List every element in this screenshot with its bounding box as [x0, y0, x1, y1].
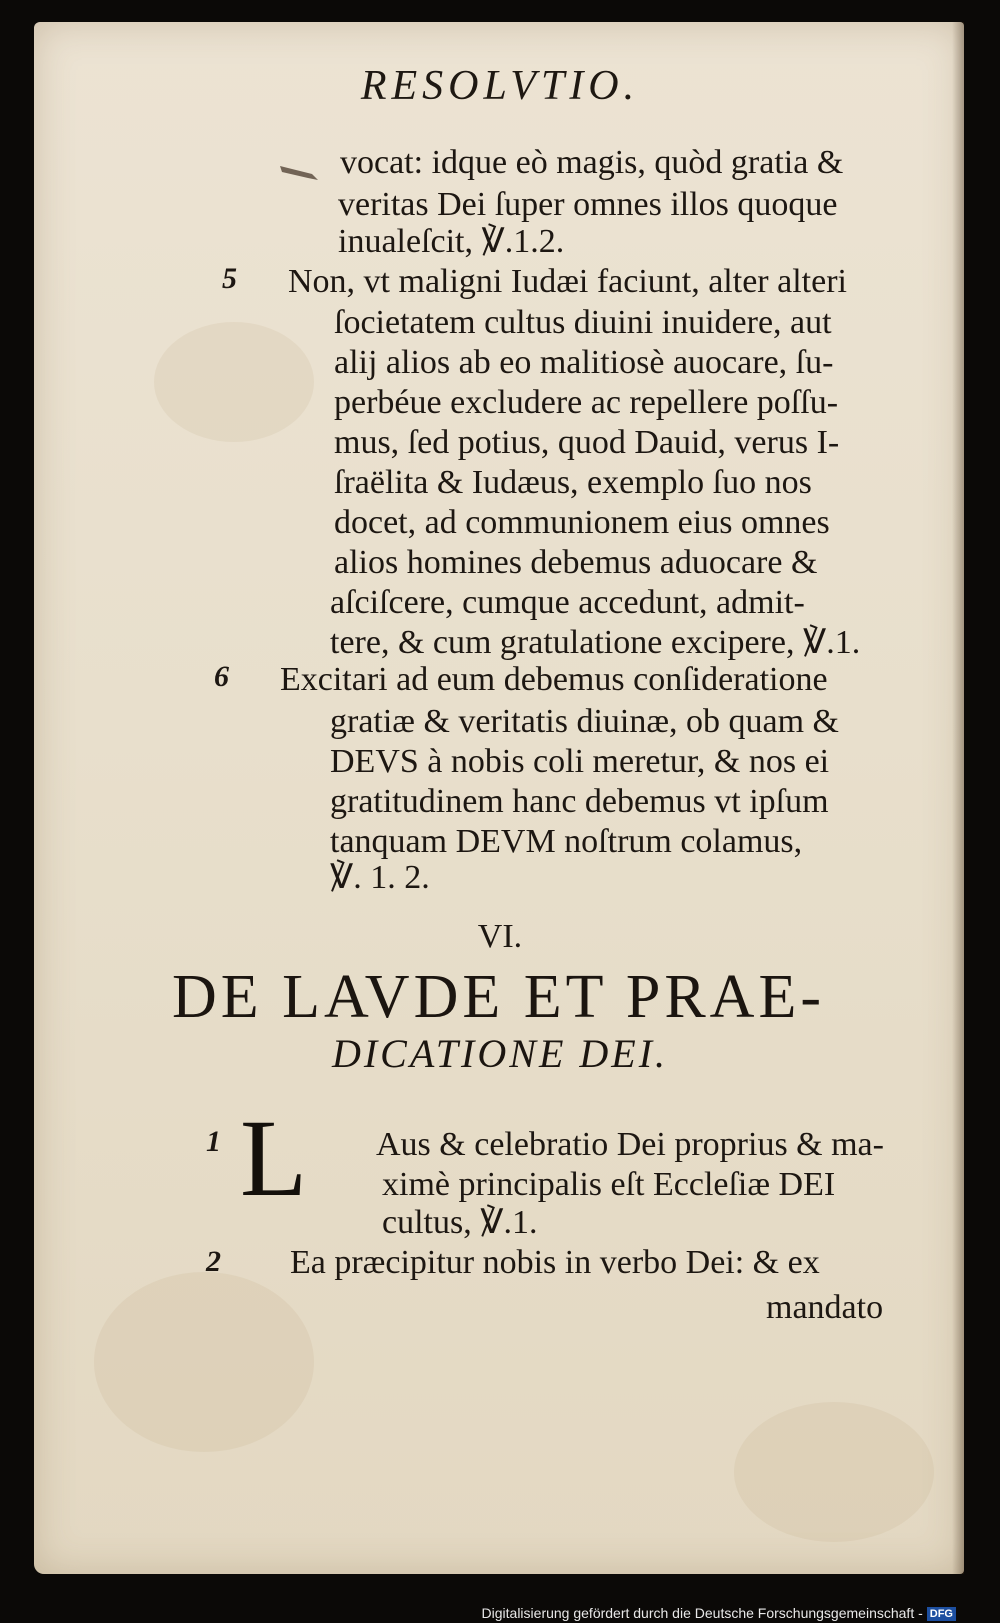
section-subtitle: DICATIONE DEI. [331, 1031, 669, 1076]
text-line: gratitudinem hanc debemus vt ipſum [330, 783, 829, 820]
paper-stain [734, 1402, 934, 1542]
text-line: cultus, ℣.1. [382, 1204, 538, 1241]
page-edge-shadow [952, 22, 964, 1574]
text-line: docet, ad communionem eius omnes [334, 504, 830, 541]
paper-stain [154, 322, 314, 442]
margin-number: 1 [206, 1125, 221, 1158]
text-line: alij alios ab eo malitiosè auocare, ſu- [334, 344, 834, 381]
running-header: RESOLVTIO. [360, 63, 640, 109]
text-line: mus, ſed potius, quod Dauid, verus I- [334, 424, 840, 461]
paper-stain [94, 1272, 314, 1452]
text-line: inualeſcit, ℣.1.2. [338, 223, 565, 260]
margin-number: 5 [222, 262, 237, 295]
digitization-credit [482, 1605, 956, 1621]
section-title: DE LAVDE ET PRAE- [172, 963, 825, 1031]
text-line: veritas Dei ſuper omnes illos quoque [338, 186, 838, 223]
text-line: tere, & cum gratulatione excipere, ℣.1. [330, 624, 861, 661]
text-line: Aus & celebratio Dei proprius & ma- [376, 1126, 884, 1163]
pointing-hand-icon [278, 160, 322, 184]
text-line: Ea præcipitur nobis in verbo Dei: & ex [290, 1244, 820, 1281]
text-line: ſocietatem cultus diuini inuidere, aut [334, 304, 832, 341]
text-line: Excitari ad eum debemus conſideratione [280, 661, 828, 698]
text-line: perbéue excludere ac repellere poſſu- [334, 384, 839, 421]
text-line: alios homines debemus aduocare & [334, 544, 818, 581]
text-line: gratiæ & veritatis diuinæ, ob quam & [330, 703, 840, 740]
margin-number: 6 [214, 660, 229, 693]
text-line: tanquam DEVM noſtrum colamus, [330, 823, 803, 860]
text-line: vocat: idque eò magis, quòd gratia & [340, 144, 844, 181]
text-line: aſciſcere, cumque accedunt, admit- [330, 584, 805, 621]
drop-cap: L [240, 1097, 308, 1219]
text-line: Non, vt maligni Iudæi faciunt, alter alteri [288, 263, 847, 300]
text-line: ℣. 1. 2. [330, 859, 430, 896]
footer-text: Digitalisierung gefördert durch die Deutsche Forschungsgemeinschaft - [481, 1604, 923, 1621]
text-line: DEVS à nobis coli meretur, & nos ei [330, 743, 830, 780]
text-line: ſraëlita & Iudæus, exemplo ſuo nos [334, 464, 812, 501]
margin-number: 2 [206, 1245, 221, 1278]
catchword: mandato [766, 1289, 884, 1326]
section-number: VI. [477, 918, 523, 955]
dfg-logo: DFG [927, 1607, 956, 1621]
text-line: ximè principalis eſt Eccleſiæ DEI [382, 1166, 836, 1203]
